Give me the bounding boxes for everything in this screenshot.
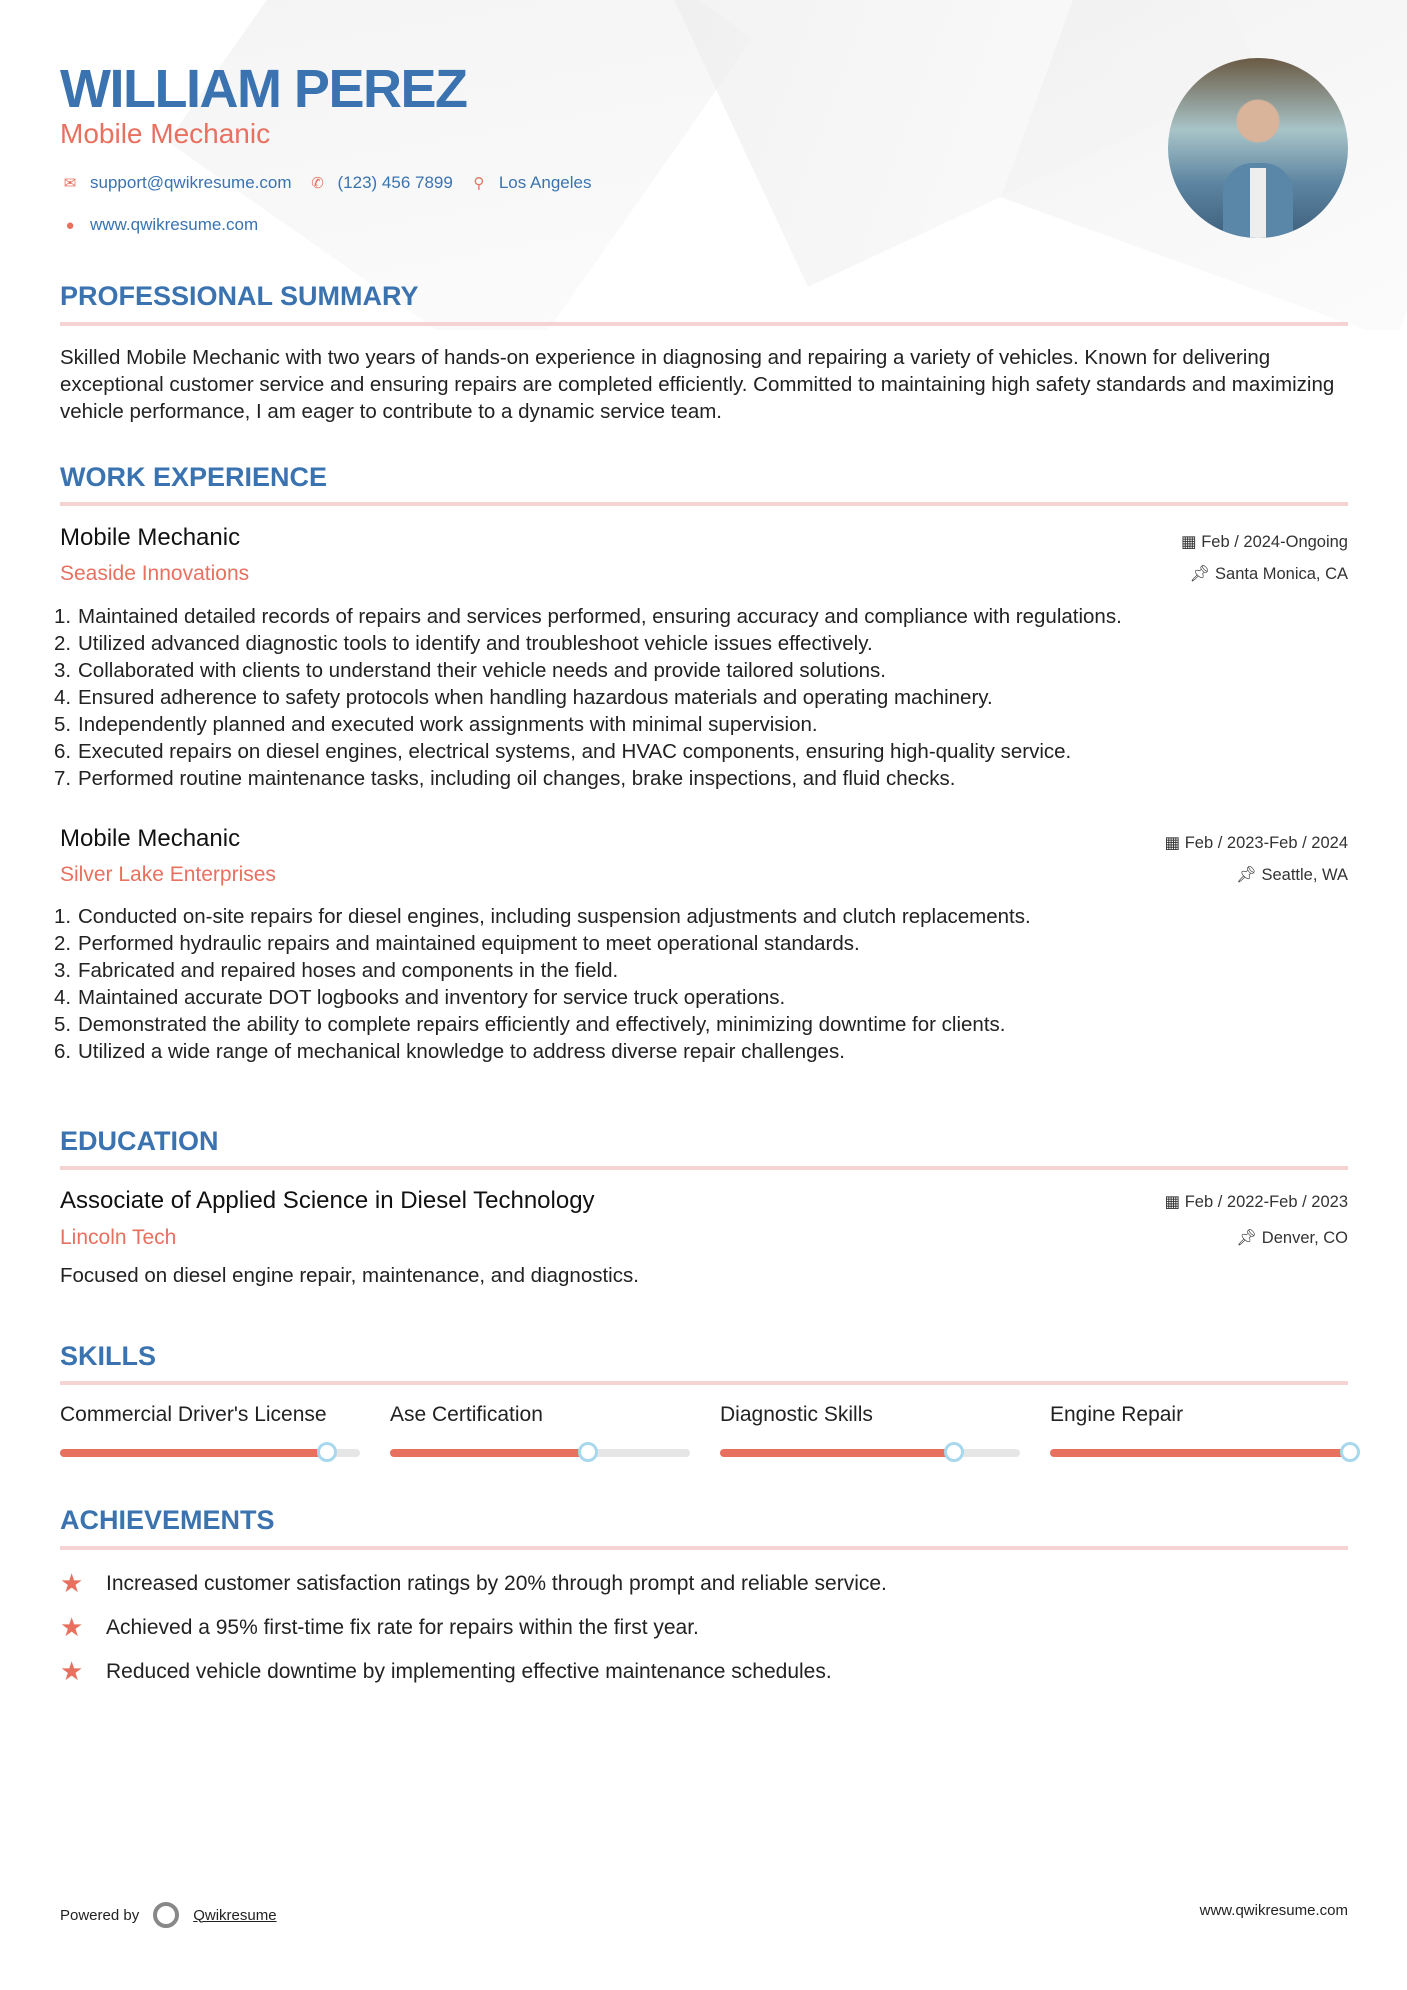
skill-item bbox=[390, 1403, 690, 1457]
job-title: Mobile Mechanic bbox=[60, 825, 241, 852]
profile-photo bbox=[1168, 58, 1348, 238]
achievements-heading: ACHIEVEMENTS bbox=[60, 1505, 275, 1535]
skill-level-bar bbox=[60, 1449, 360, 1457]
experience-heading: WORK EXPERIENCE bbox=[60, 462, 328, 492]
bullet-number: 6. bbox=[54, 1040, 72, 1063]
bullet-number: 4. bbox=[54, 686, 72, 709]
achievement-item bbox=[60, 1568, 887, 1599]
brand-link[interactable]: Qwikresume bbox=[193, 1906, 277, 1924]
skill-name: Commercial Driver's License bbox=[60, 1403, 327, 1426]
job-location bbox=[1189, 565, 1348, 584]
skill-level-knob bbox=[317, 1442, 337, 1462]
bullet-number: 6. bbox=[54, 740, 72, 763]
pin-icon: 📌︎ bbox=[1235, 866, 1262, 884]
job-dates bbox=[1165, 833, 1348, 853]
education-location-text: Denver, CO bbox=[1261, 1229, 1348, 1247]
skill-name: Engine Repair bbox=[1050, 1403, 1184, 1426]
skill-level-fill bbox=[720, 1449, 954, 1457]
job-bullet bbox=[54, 1038, 1354, 1065]
school: Lincoln Tech bbox=[60, 1226, 177, 1249]
bullet-text: Utilized a wide range of mechanical knowledge to address diverse repair challenges. bbox=[78, 1040, 845, 1063]
bullet-text: Maintained accurate DOT logbooks and inventory for service truck operations. bbox=[78, 986, 786, 1009]
job-bullets bbox=[54, 903, 1354, 1065]
divider bbox=[60, 1166, 1348, 1170]
education-dates bbox=[1165, 1192, 1348, 1212]
job-bullet bbox=[54, 603, 1354, 630]
bullet-number: 1. bbox=[54, 905, 72, 928]
contact-row bbox=[60, 173, 591, 193]
footer-website[interactable]: www.qwikresume.com bbox=[1199, 1902, 1348, 1919]
skill-level-bar bbox=[720, 1449, 1020, 1457]
achievement-text: Reduced vehicle downtime by implementing effective maintenance schedules. bbox=[106, 1659, 832, 1683]
bullet-text: Ensured adherence to safety protocols when handling hazardous materials and operating machinery. bbox=[78, 686, 993, 709]
bullet-text: Fabricated and repaired hoses and components in the field. bbox=[78, 959, 619, 982]
job-bullet bbox=[54, 738, 1354, 765]
job-bullet bbox=[54, 903, 1354, 930]
powered-by-label: Powered by bbox=[60, 1906, 140, 1924]
job-bullet bbox=[54, 930, 1354, 957]
bullet-text: Performed routine maintenance tasks, including oil changes, brake inspections, and fluid checks. bbox=[78, 767, 956, 790]
education-description: Focused on diesel engine repair, maintenance, and diagnostics. bbox=[60, 1264, 639, 1287]
website-row bbox=[60, 215, 258, 235]
skill-level-bar bbox=[1050, 1449, 1350, 1457]
skill-level-knob bbox=[944, 1442, 964, 1462]
bullet-number: 5. bbox=[54, 713, 72, 736]
job-bullet bbox=[54, 957, 1354, 984]
degree: Associate of Applied Science in Diesel Technology bbox=[60, 1187, 595, 1214]
star-icon: ★ bbox=[60, 1656, 84, 1686]
job-bullet bbox=[54, 1011, 1354, 1038]
job-bullets bbox=[54, 603, 1354, 792]
job-location bbox=[1236, 866, 1348, 885]
bullet-text: Conducted on-site repairs for diesel engines, including suspension adjustments and clutch replacements. bbox=[78, 905, 1031, 928]
skill-level-knob bbox=[1340, 1442, 1360, 1462]
education-location bbox=[1236, 1229, 1348, 1248]
phone-icon: ✆ bbox=[311, 175, 324, 192]
bullet-text: Executed repairs on diesel engines, electrical systems, and HVAC components, ensuring high-quality service. bbox=[78, 740, 1072, 763]
skill-item bbox=[720, 1403, 1020, 1457]
job-bullet bbox=[54, 684, 1354, 711]
bullet-number: 1. bbox=[54, 605, 72, 628]
divider bbox=[60, 1546, 1348, 1550]
summary-text: Skilled Mobile Mechanic with two years of hands-on experience in diagnosing and repairing a variety of vehicles. Known for delivering exceptional customer service and ensuring repairs are completed efficiently. Committed to maintaining high safety standards and maximizing vehicle performance, I am eager to contribute to a dynamic service team. bbox=[60, 346, 1335, 423]
skill-level-fill bbox=[60, 1449, 327, 1457]
divider bbox=[60, 322, 1348, 326]
job-company: Silver Lake Enterprises bbox=[60, 863, 276, 886]
bullet-text: Performed hydraulic repairs and maintained equipment to meet operational standards. bbox=[78, 932, 860, 955]
divider bbox=[60, 502, 1348, 506]
email-link[interactable]: support@qwikresume.com bbox=[90, 173, 292, 192]
job-bullet bbox=[54, 630, 1354, 657]
star-icon: ★ bbox=[60, 1568, 84, 1598]
globe-icon: ● bbox=[65, 216, 75, 234]
location-pin-icon: ⚲ bbox=[473, 175, 485, 192]
job-company: Seaside Innovations bbox=[60, 562, 250, 585]
star-icon: ★ bbox=[60, 1612, 84, 1642]
bullet-number: 5. bbox=[54, 1013, 72, 1036]
job-title: Mobile Mechanic bbox=[60, 524, 241, 551]
skill-name: Diagnostic Skills bbox=[720, 1403, 873, 1426]
summary-heading: PROFESSIONAL SUMMARY bbox=[60, 281, 419, 311]
website-link[interactable]: www.qwikresume.com bbox=[90, 215, 259, 234]
achievement-text: Increased customer satisfaction ratings by 20% through prompt and reliable service. bbox=[106, 1571, 887, 1595]
bullet-text: Demonstrated the ability to complete repairs efficiently and effectively, minimizing downtime for clients. bbox=[78, 1013, 1006, 1036]
qwikresume-logo-icon bbox=[153, 1902, 179, 1928]
achievement-text: Achieved a 95% first-time fix rate for repairs within the first year. bbox=[106, 1615, 699, 1639]
skill-level-knob bbox=[578, 1442, 598, 1462]
pin-icon: 📌︎ bbox=[1236, 1229, 1262, 1247]
skill-level-fill bbox=[1050, 1449, 1350, 1457]
achievement-item bbox=[60, 1612, 699, 1643]
skill-item bbox=[1050, 1403, 1350, 1457]
job-dates bbox=[1181, 532, 1348, 552]
skills-heading: SKILLS bbox=[60, 1341, 157, 1371]
skill-level-bar bbox=[390, 1449, 690, 1457]
education-heading: EDUCATION bbox=[60, 1126, 219, 1156]
bullet-text: Utilized advanced diagnostic tools to identify and troubleshoot vehicle issues effectively. bbox=[78, 632, 873, 655]
footer-powered bbox=[60, 1902, 277, 1928]
pin-icon: 📌︎ bbox=[1189, 565, 1216, 583]
job-bullet bbox=[54, 711, 1354, 738]
job-bullet bbox=[54, 657, 1354, 684]
divider bbox=[60, 1381, 1348, 1385]
job-dates-text: Feb / 2023-Feb / 2024 bbox=[1184, 834, 1348, 852]
phone-text: (123) 456 7899 bbox=[337, 173, 453, 192]
location-text: Los Angeles bbox=[498, 173, 592, 192]
bullet-text: Independently planned and executed work assignments with minimal supervision. bbox=[78, 713, 818, 736]
bullet-number: 4. bbox=[54, 986, 72, 1009]
bullet-number: 3. bbox=[54, 959, 72, 982]
job-bullet bbox=[54, 765, 1354, 792]
job-bullet bbox=[54, 984, 1354, 1011]
job-dates-text: Feb / 2024-Ongoing bbox=[1201, 533, 1348, 551]
email-icon: ✉ bbox=[63, 175, 77, 192]
achievement-item bbox=[60, 1656, 832, 1687]
bullet-number: 2. bbox=[54, 932, 72, 955]
bullet-number: 2. bbox=[54, 632, 72, 655]
bullet-number: 3. bbox=[54, 659, 72, 682]
bullet-text: Collaborated with clients to understand their vehicle needs and provide tailored solutions. bbox=[78, 659, 886, 682]
candidate-title: Mobile Mechanic bbox=[60, 118, 271, 149]
skill-name: Ase Certification bbox=[390, 1403, 543, 1426]
skill-item bbox=[60, 1403, 360, 1457]
calendar-icon: ▦ bbox=[1181, 533, 1202, 551]
calendar-icon: ▦ bbox=[1164, 1193, 1185, 1211]
candidate-name: WILLIAM PEREZ bbox=[60, 59, 467, 119]
job-location-text: Santa Monica, CA bbox=[1215, 565, 1348, 583]
bullet-text: Maintained detailed records of repairs and services performed, ensuring accuracy and compliance with regulations. bbox=[78, 605, 1122, 628]
calendar-icon: ▦ bbox=[1164, 834, 1185, 852]
job-location-text: Seattle, WA bbox=[1261, 866, 1348, 884]
skill-level-fill bbox=[390, 1449, 588, 1457]
education-dates-text: Feb / 2022-Feb / 2023 bbox=[1184, 1193, 1348, 1211]
bullet-number: 7. bbox=[54, 767, 72, 790]
